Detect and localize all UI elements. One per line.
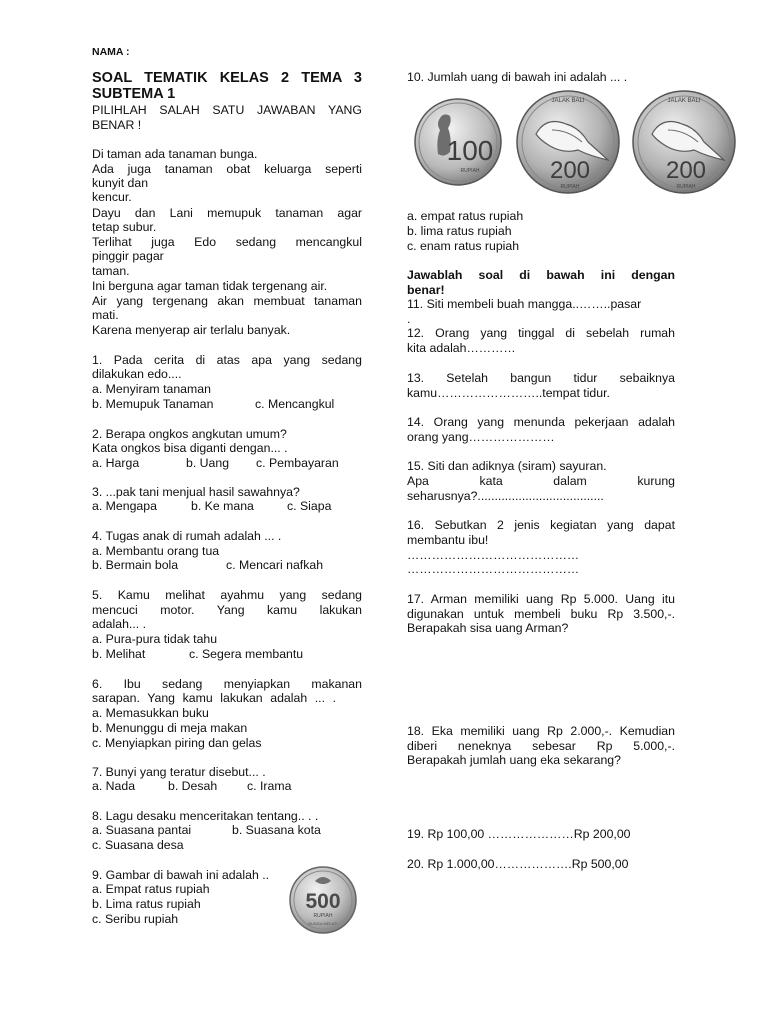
coin-500-top-text: RUPIAH — [313, 913, 333, 919]
option-a: a. Mengapa — [92, 499, 157, 513]
option-b: b. Lima ratus rupiah — [92, 897, 201, 911]
question-2: 2. Berapa ongkos angkutan umum? — [92, 427, 287, 441]
instruction-line-1: PILIHLAH SALAH SATU JAWABAN YANG — [92, 103, 362, 117]
coin-200-icon — [514, 88, 622, 196]
question-10: 10. Jumlah uang di bawah ini adalah ... . — [407, 70, 628, 84]
story-line: Terlihat juga Edo sedang mencangkul — [92, 235, 362, 249]
option-b: b. Menunggu di meja makan — [92, 721, 248, 735]
coin-100-value: 100 — [446, 135, 494, 166]
question-13-line-2: kamu……………………..tempat tidur. — [407, 386, 610, 400]
question-11: 11. Siti membeli buah mangga..……..pasar — [407, 297, 642, 311]
coin-200-sub: RUPIAH — [560, 184, 580, 190]
option-a: a. Nada — [92, 779, 136, 793]
name-label: NAMA : — [92, 46, 130, 58]
question-1-line-2: dilakukan edo.... — [92, 367, 182, 381]
question-4: 4. Tugas anak di rumah adalah ... . — [92, 529, 282, 543]
option-b: b. Desah — [168, 779, 218, 793]
answer-line: …………………………………… — [407, 562, 580, 576]
question-3: 3. ...pak tani menjual hasil sawahnya? — [92, 485, 300, 499]
option-a: a. Pura-pura tidak tahu — [92, 632, 218, 646]
question-5-line-3: adalah... . — [92, 617, 147, 631]
coin-500-value: 500 — [305, 890, 341, 913]
question-17-line-2: digunakan untuk membeli buku Rp 3.500,-. — [407, 607, 675, 621]
question-19: 19. Rp 100,00 …………………Rp 200,00 — [407, 827, 631, 841]
question-6: 6. Ibu sedang menyiapkan makanan — [92, 677, 362, 691]
option-a: a. Memasukkan buku — [92, 706, 209, 720]
option-a: a. Menyiram tanaman — [92, 382, 211, 396]
option-b: b. lima ratus rupiah — [407, 224, 512, 238]
story-line: Dayu dan Lani memupuk tanaman agar — [92, 206, 362, 220]
option-c: c. Menyiapkan piring dan gelas — [92, 736, 262, 750]
question-20: 20. Rp 1.000,00……………….Rp 500,00 — [407, 857, 629, 871]
coin-200-icon — [630, 88, 738, 196]
question-5: 5. Kamu melihat ayahmu yang sedang — [92, 588, 362, 602]
coin-200-top-text: JALAK BALI — [551, 98, 585, 104]
coin-200-value: 200 — [665, 157, 707, 184]
coin-200-top-text: JALAK BALI — [667, 98, 701, 104]
coin-100-sub: RUPIAH — [460, 168, 480, 174]
coin-500-bottom-text: BUNGA MELATI — [308, 921, 338, 926]
story-line: kencur. — [92, 190, 132, 204]
question-16-line-2: membantu ibu! — [407, 533, 489, 547]
question-13: 13. Setelah bangun tidur sebaiknya — [407, 371, 675, 385]
question-2-line-2: Kata ongkos bisa diganti dengan... . — [92, 441, 288, 455]
instruction-line-2: BENAR ! — [92, 118, 142, 132]
question-18: 18. Eka memiliki uang Rp 2.000,-. Kemudian — [407, 724, 675, 738]
essay-heading: Jawablah soal di bawah ini dengan — [407, 268, 675, 282]
option-b: b. Melihat — [92, 647, 146, 661]
option-c: c. Siapa — [287, 499, 332, 513]
option-a: a. empat ratus rupiah — [407, 209, 524, 223]
question-17: 17. Arman memiliki uang Rp 5.000. Uang itu — [407, 592, 675, 606]
option-c: c. Pembayaran — [256, 456, 339, 470]
coin-100-icon — [412, 96, 504, 188]
option-a: a. Empat ratus rupiah — [92, 882, 210, 896]
question-11-line-2: . — [407, 312, 411, 326]
option-c: c. Suasana desa — [92, 838, 184, 852]
question-7: 7. Bunyi yang teratur disebut... . — [92, 765, 266, 779]
question-6-line-2: sarapan. Yang kamu lakukan adalah ... . — [92, 691, 336, 705]
story-line: Di taman ada tanaman bunga. — [92, 147, 258, 161]
story-line: kunyit dan — [92, 176, 149, 190]
option-b: b. Uang — [186, 456, 230, 470]
option-b: b. Memupuk Tanaman — [92, 397, 214, 411]
question-17-line-3: Berapakah sisa uang Arman? — [407, 621, 569, 635]
question-5-line-2: mencuci motor. Yang kamu lakukan — [92, 603, 362, 617]
coin-200-sub: RUPIAH — [676, 184, 696, 190]
option-c: c. Mencari nafkah — [226, 558, 324, 572]
option-b: b. Bermain bola — [92, 558, 179, 572]
option-c: c. Mencangkul — [255, 397, 335, 411]
option-c: c. Segera membantu — [189, 647, 304, 661]
story-line: mati. — [92, 308, 119, 322]
option-a: a. Harga — [92, 456, 140, 470]
story-line: Ini berguna agar taman tidak tergenang air. — [92, 279, 328, 293]
option-a: a. Membantu orang tua — [92, 544, 220, 558]
option-c: c. Seribu rupiah — [92, 912, 179, 926]
story-line: Air yang tergenang akan membuat tanaman — [92, 294, 362, 308]
question-15-line-3: seharusnya?..................................... — [407, 489, 604, 503]
question-1: 1. Pada cerita di atas apa yang sedang — [92, 353, 362, 367]
question-12-line-2: kita adalah………… — [407, 341, 516, 355]
title-line-1: SOAL TEMATIK KELAS 2 TEMA 3 — [92, 70, 362, 86]
story-line: tetap subur. — [92, 220, 157, 234]
question-14-line-2: orang yang………………… — [407, 430, 555, 444]
option-c: c. Irama — [247, 779, 292, 793]
question-14: 14. Orang yang menunda pekerjaan adalah — [407, 415, 675, 429]
question-12: 12. Orang yang tinggal di sebelah rumah — [407, 326, 675, 340]
answer-line: …………………………………… — [407, 548, 580, 562]
option-c: c. enam ratus rupiah — [407, 239, 520, 253]
option-a: a. Suasana pantai — [92, 823, 192, 837]
title-line-2: SUBTEMA 1 — [92, 86, 176, 102]
story-line: Karena menyerap air terlalu banyak. — [92, 323, 291, 337]
question-8: 8. Lagu desaku menceritakan tentang.. . . — [92, 809, 319, 823]
question-18-line-3: Berapakah jumlah uang eka sekarang? — [407, 753, 621, 767]
question-15: 15. Siti dan adiknya (siram) sayuran. — [407, 459, 607, 473]
question-18-line-2: diberi neneknya sebesar Rp 5.000,-. — [407, 739, 675, 753]
question-9: 9. Gambar di bawah ini adalah .. — [92, 868, 270, 882]
question-16: 16. Sebutkan 2 jenis kegiatan yang dapat — [407, 518, 675, 532]
story-line: taman. — [92, 264, 130, 278]
essay-heading-line-2: benar! — [407, 283, 445, 297]
story-line: pinggir pagar — [92, 249, 164, 263]
coin-200-value: 200 — [549, 157, 591, 184]
option-b: b. Ke mana — [191, 499, 254, 513]
question-15-line-2: Apa kata dalam kurung — [407, 474, 675, 488]
story-line: Ada juga tanaman obat keluarga seperti — [92, 162, 362, 176]
coin-500-icon — [288, 865, 358, 935]
option-b: b. Suasana kota — [232, 823, 321, 837]
